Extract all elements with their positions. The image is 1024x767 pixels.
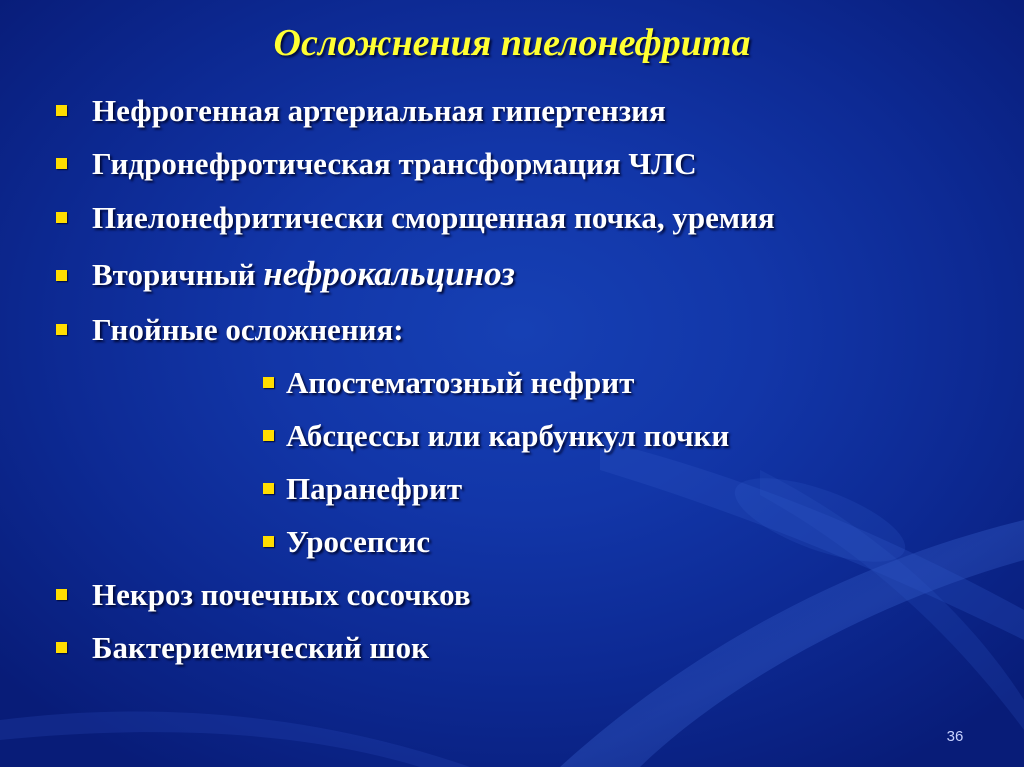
list-item-3: Пиелонефритически сморщенная почка, уремия	[92, 200, 775, 235]
sub-list-item-1: Апостематозный нефрит	[286, 365, 635, 400]
list-item-6: Некроз почечных сосочков	[92, 577, 471, 612]
bullet-icon	[56, 642, 67, 653]
sub-bullet-icon	[263, 377, 274, 388]
page-number: 36	[946, 728, 964, 745]
list-item-2: Гидронефротическая трансформация ЧЛС	[92, 146, 697, 181]
bullet-icon	[56, 589, 67, 600]
bullet-icon	[56, 324, 67, 335]
slide-title: Осложнения пиелонефрита	[273, 22, 751, 64]
list-item-7: Бактериемический шок	[92, 630, 429, 665]
bullet-icon	[56, 158, 67, 169]
list-item-1: Нефрогенная артериальная гипертензия	[92, 93, 666, 128]
bullet-icon	[56, 212, 67, 223]
list-item-4	[92, 256, 515, 293]
sub-list-item-3: Паранефрит	[286, 471, 463, 506]
sub-list-item-2: Абсцессы или карбункул почки	[286, 418, 730, 453]
bullet-icon	[56, 105, 67, 116]
bullet-icon	[56, 270, 67, 281]
list-item-5: Гнойные осложнения:	[92, 312, 404, 347]
list-item-4-text: Вторичный	[92, 257, 264, 292]
sub-bullet-icon	[263, 430, 274, 441]
list-item-4-emphasis: нефрокальциноз	[263, 254, 515, 293]
sub-list-item-4: Уросепсис	[286, 524, 431, 559]
sub-bullet-icon	[263, 536, 274, 547]
sub-bullet-icon	[263, 483, 274, 494]
